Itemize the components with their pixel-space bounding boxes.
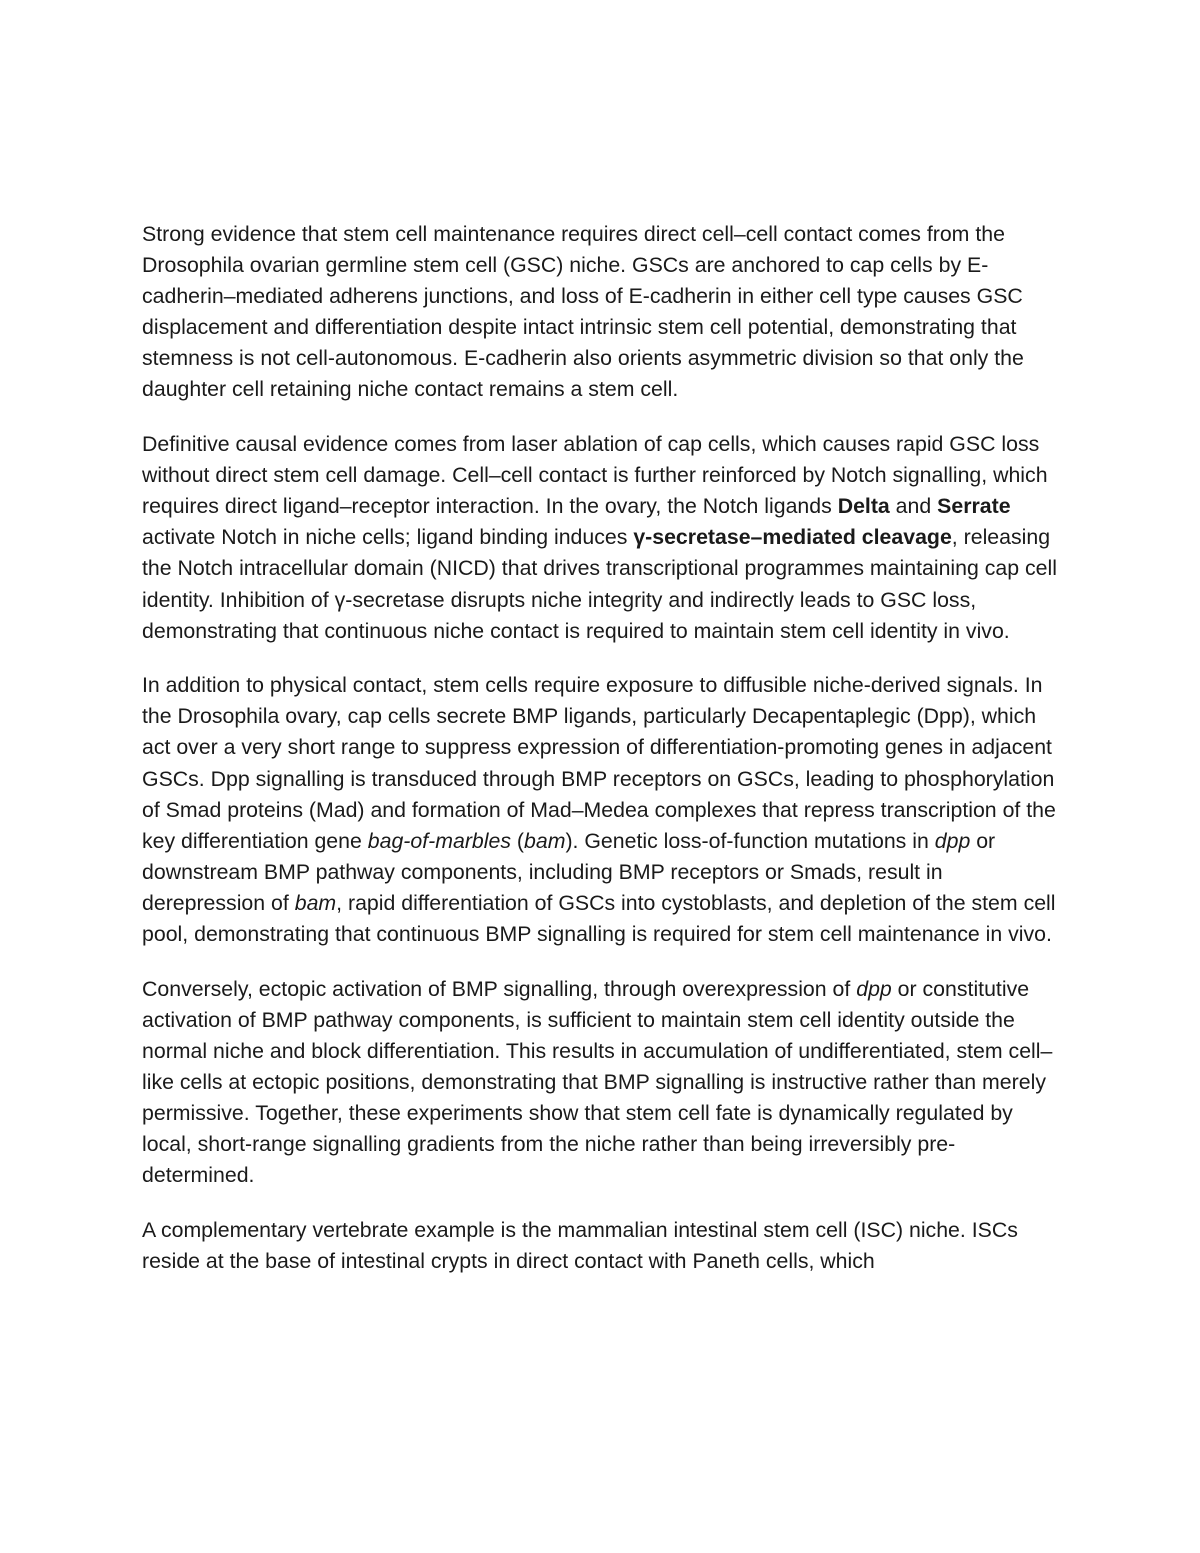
paragraph-bmp-signalling: [142, 670, 1062, 950]
paragraph-gsc-niche-contact: [142, 219, 1062, 406]
bold-term-delta: Delta: [837, 494, 890, 519]
italic-term-dpp: dpp: [934, 828, 971, 853]
text-run: ). Genetic loss-of-function mutations in: [565, 828, 935, 853]
text-run: (: [510, 828, 524, 853]
paragraph-intestinal-stem-cell-niche: [142, 1215, 1062, 1277]
text-run: , releasing the Notch intracellular domain (NICD) that drives transcriptional programmes maintaining cap cell identity. Inhibition of γ-secretase disrupts niche integrity and indirectly leads to GSC loss, demonstrating that continuous niche contact is required to maintain stem cell identity in vivo.: [142, 525, 1057, 643]
text-run: , rapid differentiation of GSCs into cystoblasts, and depletion of the stem cell pool, demonstrating that continuous BMP signalling is required for stem cell maintenance in vivo.: [142, 890, 1056, 946]
document-body: [142, 219, 1062, 1277]
italic-term-bag-of-marbles: bag-of-marbles: [367, 828, 511, 853]
italic-term-bam: bam: [294, 890, 337, 915]
italic-term-bam: bam: [524, 828, 566, 853]
paragraph-laser-ablation-notch: [142, 429, 1062, 647]
paragraph-ectopic-bmp-activation: [142, 974, 1062, 1192]
italic-term-dpp: dpp: [856, 976, 892, 1001]
text-run: A complementary vertebrate example is the mammalian intestinal stem cell (ISC) niche. ISCs reside at the base of intestinal crypts in direct contact with Paneth cells, which: [142, 1217, 1018, 1273]
text-run: or downstream BMP pathway components, including BMP receptors or Smads, result in derepression of: [142, 828, 996, 915]
text-run: Definitive causal evidence comes from laser ablation of cap cells, which causes rapid GSC loss without direct stem cell damage. Cell–cell contact is further reinforced by Notch signalling, which requires direct ligand–receptor interaction. In the ovary, the Notch ligands: [142, 432, 1048, 519]
bold-term-serrate: Serrate: [937, 494, 1011, 519]
text-run: activate Notch in niche cells; ligand binding induces: [142, 525, 634, 550]
bold-term-gamma-secretase-cleavage: γ-secretase–mediated cleavage: [633, 525, 952, 550]
text-run: and: [889, 494, 938, 519]
text-run: In addition to physical contact, stem cells require exposure to diffusible niche-derived signals. In the Drosophila ovary, cap cells secrete BMP ligands, particularly Decapentaplegic (Dpp), which act over a very short range to suppress expression of differentiation-promoting genes in adjacent GSCs. Dpp signalling is transduced through BMP receptors on GSCs, leading to phosphorylation of Smad proteins (Mad) and formation of Mad–Medea complexes that repress transcription of the key differentiation gene: [142, 673, 1056, 853]
text-run: Strong evidence that stem cell maintenance requires direct cell–cell contact comes from the Drosophila ovarian germline stem cell (GSC) niche. GSCs are anchored to cap cells by E-cadherin–mediated adherens junctions, and loss of E-cadherin in either cell type causes GSC displacement and differentiation despite intact intrinsic stem cell potential, demonstrating that stemness is not cell-autonomous. E-cadherin also orients asymmetric division so that only the daughter cell retaining niche contact remains a stem cell.: [142, 222, 1024, 402]
text-run: or constitutive activation of BMP pathway components, is sufficient to maintain stem cell identity outside the normal niche and block differentiation. This results in accumulation of undifferentiated, stem cell–like cells at ectopic positions, demonstrating that BMP signalling is instructive rather than merely permissive. Together, these experiments show that stem cell fate is dynamically regulated by local, short-range signalling gradients from the niche rather than being irreversibly pre-determined.: [142, 976, 1053, 1188]
text-run: Conversely, ectopic activation of BMP signalling, through overexpression of: [142, 976, 857, 1001]
